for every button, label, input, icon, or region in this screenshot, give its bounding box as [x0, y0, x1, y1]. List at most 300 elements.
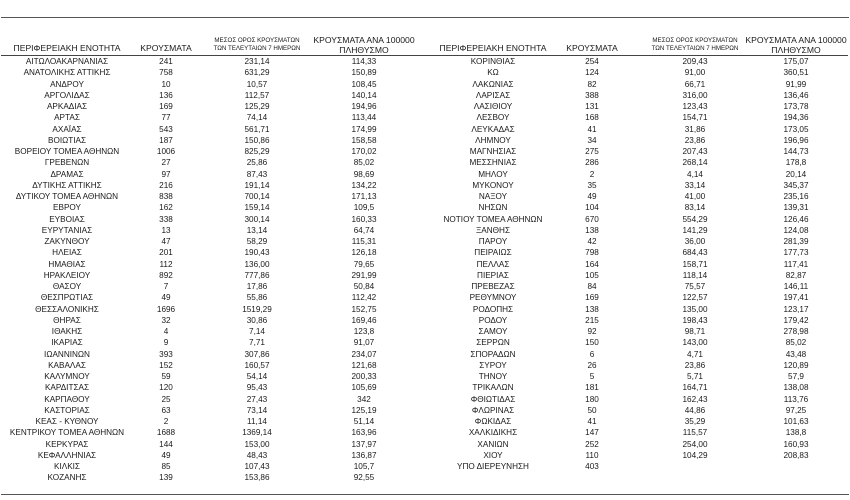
table-row [0, 372, 850, 382]
region-name: ΚΕΑΣ - ΚΥΘΝΟΥ [35, 417, 99, 426]
region-name: ΝΑΞΟΥ [478, 192, 508, 201]
region-name: ΑΧΑΪΑΣ [52, 124, 82, 134]
region-name: ΤΗΝΟΥ [478, 372, 508, 381]
region-name: ΕΒΡΟΥ [53, 203, 81, 213]
table-row [0, 125, 850, 135]
cases-value: 5 [589, 372, 595, 381]
cases-value: 138 [585, 304, 599, 314]
cases-value: 147 [585, 428, 599, 438]
per100k-value: 160,33 [351, 214, 377, 224]
table-row [0, 316, 850, 326]
cases-value: 144 [159, 439, 173, 449]
avg7-value: 554,29 [682, 214, 708, 224]
avg7-value: 35,29 [684, 417, 706, 426]
avg7-value: 44,86 [684, 405, 706, 415]
header-per100k-line1: ΚΡΟΥΣΜΑΤΑ ΑΝΑ 100000 [745, 35, 847, 45]
per100k-value: 194,36 [783, 113, 809, 123]
cases-value: 41 [587, 124, 597, 134]
cases-value: 138 [585, 225, 599, 235]
avg7-value: 95,43 [246, 383, 268, 393]
per100k-value: 85,02 [785, 338, 807, 348]
cases-value: 180 [585, 394, 599, 404]
region-name: ΦΛΩΡΙΝΑΣ [471, 405, 515, 415]
table-row [0, 248, 850, 258]
cases-value: 254 [585, 57, 599, 66]
per100k-value: 43,48 [785, 349, 807, 359]
per100k-value: 281,39 [783, 237, 809, 246]
cases-value: 6 [589, 349, 595, 359]
cases-value: 84 [587, 282, 597, 291]
region-name: ΚΩ [487, 68, 499, 78]
avg7-value: 254,00 [682, 439, 708, 449]
cases-value: 152 [159, 360, 173, 370]
table-row [0, 91, 850, 101]
avg7-value: 98,71 [684, 327, 706, 336]
region-name: ΞΑΝΘΗΣ [475, 225, 511, 235]
per100k-value: 51,14 [353, 417, 375, 426]
region-name: ΘΕΣΠΡΩΤΙΑΣ [40, 293, 94, 303]
header-avg-right [636, 37, 754, 53]
per100k-value: 50,84 [353, 282, 375, 291]
avg7-value: 54,14 [246, 372, 268, 381]
cases-value: 25 [161, 394, 171, 404]
cases-value: 120 [159, 383, 173, 393]
per100k-value: 91,99 [785, 79, 807, 89]
cases-value: 49 [587, 192, 597, 201]
region-name: ΜΥΚΟΝΟΥ [472, 180, 514, 190]
header-per100k-line2: ΠΛΗΘΥΣΜΟ [771, 45, 821, 55]
cases-value: 4 [163, 327, 169, 336]
region-name: ΙΘΑΚΗΣ [51, 327, 83, 336]
region-name: ΡΕΘΥΜΝΟΥ [469, 293, 517, 303]
avg7-value: 115,57 [682, 428, 708, 438]
per100k-value: 173,78 [783, 102, 809, 111]
avg7-value: 73,14 [246, 405, 268, 415]
table-row [0, 226, 850, 236]
per100k-value: 177,73 [783, 248, 809, 258]
region-name: ΤΡΙΚΑΛΩΝ [472, 383, 514, 393]
table-row [0, 237, 850, 247]
per100k-value: 152,75 [351, 304, 377, 314]
cases-value: 1696 [156, 304, 176, 314]
per100k-value: 179,42 [783, 315, 809, 325]
cases-value: 670 [585, 214, 599, 224]
cases-value: 758 [159, 68, 173, 78]
region-name: ΥΠΟ ΔΙΕΡΕΥΝΗΣΗ [457, 462, 529, 471]
per100k-value: 20,14 [785, 169, 807, 179]
avg7-value: 17,86 [246, 282, 268, 291]
avg7-value: 316,00 [682, 90, 708, 100]
cases-value: 49 [161, 293, 171, 303]
per100k-value: 120,89 [783, 360, 809, 370]
per100k-value: 342 [357, 394, 371, 404]
table-row [0, 113, 850, 123]
avg7-value: 209,43 [682, 57, 708, 66]
cases-value: 124 [585, 68, 599, 78]
cases-value: 838 [159, 192, 173, 201]
region-name: ΡΟΔΟΠΗΣ [472, 304, 514, 314]
table-row [0, 136, 850, 146]
header-region-left: ΠΕΡΙΦΕΡΕΙΑΚΗ ΕΝΟΤΗΤΑ [13, 43, 121, 53]
header-rule [1, 55, 848, 56]
region-name: ΧΑΝΙΩΝ [477, 439, 509, 449]
per100k-value: 170,02 [351, 147, 377, 156]
per100k-value: 234,07 [351, 349, 377, 359]
avg7-value: 118,14 [682, 270, 708, 280]
region-name: ΛΕΥΚΑΔΑΣ [471, 124, 515, 134]
per100k-value: 200,33 [351, 372, 377, 381]
region-name: ΜΑΓΝΗΣΙΑΣ [469, 147, 517, 156]
per100k-value: 345,37 [783, 180, 809, 190]
region-name: ΚΟΖΑΝΗΣ [47, 473, 87, 483]
cases-value: 63 [161, 405, 171, 415]
per100k-value: 136,87 [351, 450, 377, 460]
per100k-value: 196,96 [783, 135, 809, 145]
per100k-value: 174,99 [351, 124, 377, 134]
per100k-value: 97,25 [785, 405, 807, 415]
region-name: ΙΩΑΝΝΙΝΩΝ [44, 349, 90, 359]
region-name: ΘΑΣΟΥ [52, 282, 82, 291]
cases-value: 393 [159, 349, 173, 359]
per100k-value: 124,08 [783, 225, 809, 235]
table-row [0, 181, 850, 191]
avg7-value: 631,29 [244, 68, 270, 78]
cases-value: 9 [163, 338, 169, 348]
table-row [0, 440, 850, 450]
region-name: ΑΝΑΤΟΛΙΚΗΣ ΑΤΤΙΚΗΣ [23, 68, 111, 78]
cases-value: 275 [585, 147, 599, 156]
header-avg-line2: ΤΩΝ ΤΕΛΕΥΤΑΙΩΝ 7 ΗΜΕΡΩΝ [651, 45, 739, 52]
avg7-value: 23,86 [684, 360, 706, 370]
table-row [0, 271, 850, 281]
cases-value: 543 [159, 124, 173, 134]
cases-value: 32 [161, 315, 171, 325]
cases-value: 26 [587, 360, 597, 370]
per100k-value: 117,41 [783, 259, 809, 269]
avg7-value: 158,71 [682, 259, 708, 269]
avg7-value: 107,43 [244, 462, 270, 471]
per100k-value: 91,07 [353, 338, 375, 348]
per100k-value: 57,9 [788, 372, 804, 381]
per100k-value: 85,02 [353, 158, 375, 168]
per100k-value: 150,89 [351, 68, 377, 78]
per100k-value: 235,16 [783, 192, 809, 201]
region-name: ΠΙΕΡΙΑΣ [477, 270, 509, 280]
region-name: ΑΡΓΟΛΙΔΑΣ [44, 90, 90, 100]
table-row [0, 451, 850, 461]
cases-value: 41 [587, 417, 597, 426]
per100k-value: 139,31 [783, 203, 809, 213]
header-avg-line2: ΤΩΝ ΤΕΛΕΥΤΑΙΩΝ 7 ΗΜΕΡΩΝ [213, 45, 301, 52]
per100k-value: 98,69 [353, 169, 375, 179]
cases-value: 798 [585, 248, 599, 258]
region-name: ΗΜΑΘΙΑΣ [48, 259, 86, 269]
region-name: ΝΗΣΩΝ [478, 203, 508, 213]
per100k-value: 123,8 [353, 327, 375, 336]
avg7-value: 307,86 [244, 349, 270, 359]
header-per100k-left [312, 35, 416, 55]
cases-value: 13 [161, 225, 171, 235]
per100k-value: 146,11 [783, 282, 809, 291]
cases-value: 110 [585, 450, 599, 460]
per100k-value: 137,97 [351, 439, 377, 449]
per100k-value: 169,46 [351, 315, 377, 325]
avg7-value: 112,57 [244, 90, 270, 100]
region-name: ΒΟΡΕΙΟΥ ΤΟΜΕΑ ΑΘΗΝΩΝ [14, 147, 120, 156]
region-name: ΕΥΒΟΙΑΣ [49, 214, 85, 224]
header-cases-left: ΚΡΟΥΣΜΑΤΑ [140, 43, 192, 53]
region-name: ΗΡΑΚΛΕΙΟΥ [43, 270, 91, 280]
per100k-value: 126,46 [783, 214, 809, 224]
per100k-value: 92,55 [353, 473, 375, 483]
cases-value: 131 [585, 102, 599, 111]
table-row [0, 428, 850, 438]
cases-value: 10 [161, 79, 171, 89]
per100k-value: 158,58 [351, 135, 377, 145]
header-region-right: ΠΕΡΙΦΕΡΕΙΑΚΗ ΕΝΟΤΗΤΑ [439, 43, 547, 53]
per100k-value: 138,8 [785, 428, 807, 438]
avg7-value: 1519,29 [242, 304, 272, 314]
region-name: ΜΗΛΟΥ [478, 169, 508, 179]
cases-value: 50 [587, 405, 597, 415]
cases-value: 7 [163, 282, 169, 291]
region-name: ΚΕΦΑΛΛΗΝΙΑΣ [37, 450, 97, 460]
cases-value: 241 [159, 57, 173, 66]
cases-value: 27 [161, 158, 171, 168]
cases-value: 136 [159, 90, 173, 100]
avg7-value: 27,43 [246, 394, 268, 404]
per100k-value: 82,87 [785, 270, 807, 280]
avg7-value: 25,86 [246, 158, 268, 168]
per100k-value: 197,41 [783, 293, 809, 303]
header-avg-line1: ΜΕΣΟΣ ΟΡΟΣ ΚΡΟΥΣΜΑΤΩΝ [214, 37, 300, 44]
cases-value: 403 [585, 462, 599, 471]
avg7-value: 31,86 [684, 124, 706, 134]
per100k-value: 138,08 [783, 383, 809, 393]
avg7-value: 83,14 [684, 203, 706, 213]
avg7-value: 48,43 [246, 450, 268, 460]
cases-value: 181 [585, 383, 599, 393]
avg7-value: 55,86 [246, 293, 268, 303]
avg7-value: 58,29 [246, 237, 268, 246]
table-row [0, 305, 850, 315]
region-name: ΑΡΚΑΔΙΑΣ [46, 102, 88, 111]
cases-value: 139 [159, 473, 173, 483]
per100k-value: 194,96 [351, 102, 377, 111]
cases-value: 168 [585, 113, 599, 123]
table-row [0, 57, 850, 67]
region-name: ΔΥΤΙΚΗΣ ΑΤΤΙΚΗΣ [32, 180, 102, 190]
per100k-value: 173,05 [783, 124, 809, 134]
avg7-value: 300,14 [244, 214, 270, 224]
per100k-value: 121,68 [351, 360, 377, 370]
avg7-value: 143,00 [682, 338, 708, 348]
per100k-value: 64,74 [353, 225, 375, 235]
region-name: ΦΘΙΩΤΙΔΑΣ [470, 394, 516, 404]
avg7-value: 122,57 [682, 293, 708, 303]
region-name: ΛΑΡΙΣΑΣ [475, 90, 511, 100]
table-row [0, 102, 850, 112]
table-row [0, 395, 850, 405]
region-name: ΣΕΡΡΩΝ [476, 338, 510, 348]
region-name: ΕΥΡΥΤΑΝΙΑΣ [41, 225, 93, 235]
region-name: ΚΑΣΤΟΡΙΑΣ [44, 405, 90, 415]
avg7-value: 136,00 [244, 259, 270, 269]
table-row [0, 192, 850, 202]
per100k-value: 144,73 [783, 147, 809, 156]
region-name: ΠΡΕΒΕΖΑΣ [471, 282, 515, 291]
per100k-value: 109,5 [353, 203, 375, 213]
cases-value: 112 [159, 259, 173, 269]
region-name: ΑΝΔΡΟΥ [50, 79, 84, 89]
table-row [0, 215, 850, 225]
region-name: ΧΑΛΚΙΔΙΚΗΣ [468, 428, 518, 438]
cases-value: 104 [585, 203, 599, 213]
per100k-value: 105,69 [351, 383, 377, 393]
avg7-value: 160,57 [244, 360, 270, 370]
avg7-value: 75,57 [684, 282, 706, 291]
per100k-value: 140,14 [351, 90, 377, 100]
avg7-value: 231,14 [244, 57, 270, 66]
table-row [0, 417, 850, 427]
avg7-value: 123,43 [682, 102, 708, 111]
cases-value: 150 [585, 338, 599, 348]
avg7-value: 135,00 [682, 304, 708, 314]
per100k-value: 113,76 [783, 394, 809, 404]
header-avg-left [198, 37, 316, 53]
per100k-value: 115,31 [351, 237, 377, 246]
cases-value: 286 [585, 158, 599, 168]
region-name: ΚΟΡΙΝΘΙΑΣ [470, 57, 516, 66]
region-name: ΘΗΡΑΣ [53, 315, 81, 325]
avg7-value: 190,43 [244, 248, 270, 258]
region-name: ΣΑΜΟΥ [478, 327, 508, 336]
region-name: ΣΥΡΟΥ [479, 360, 507, 370]
avg7-value: 150,86 [244, 135, 270, 145]
header-per100k-right [744, 35, 848, 55]
region-name: ΛΑΣΙΘΙΟΥ [473, 102, 513, 111]
region-name: ΔΡΑΜΑΣ [50, 169, 84, 179]
cases-value: 2 [163, 417, 169, 426]
region-name: ΑΡΤΑΣ [54, 113, 80, 123]
avg7-value: 91,00 [684, 68, 706, 78]
avg7-value: 159,14 [244, 203, 270, 213]
per100k-value: 175,07 [783, 57, 809, 66]
region-name: ΡΟΔΟΥ [478, 315, 508, 325]
cases-value: 49 [161, 450, 171, 460]
table-row [0, 80, 850, 90]
avg7-value: 10,57 [246, 79, 268, 89]
region-name: ΚΕΝΤΡΙΚΟΥ ΤΟΜΕΑ ΑΘΗΝΩΝ [9, 428, 125, 438]
per100k-value: 113,44 [351, 113, 377, 123]
region-name: ΠΕΛΛΑΣ [476, 259, 510, 269]
per100k-value: 291,99 [351, 270, 377, 280]
region-name: ΣΠΟΡΑΔΩΝ [470, 349, 516, 359]
region-name: ΜΕΣΣΗΝΙΑΣ [469, 158, 517, 168]
header-avg-line1: ΜΕΣΟΣ ΟΡΟΣ ΚΡΟΥΣΜΑΤΩΝ [652, 37, 738, 44]
cases-value: 47 [161, 237, 171, 246]
avg7-value: 41,00 [684, 192, 706, 201]
header-per100k-line2: ΠΛΗΘΥΣΜΟ [339, 45, 389, 55]
table-row [0, 327, 850, 337]
region-name: ΒΟΙΩΤΙΑΣ [47, 135, 87, 145]
cases-value: 1006 [156, 147, 176, 156]
avg7-value: 1369,14 [242, 428, 272, 438]
region-name: ΧΙΟΥ [483, 450, 503, 460]
region-name: ΔΥΤΙΚΟΥ ΤΟΜΕΑ ΑΘΗΝΩΝ [15, 192, 119, 201]
cases-value: 92 [587, 327, 597, 336]
per100k-value: 114,33 [351, 57, 377, 66]
cases-value: 216 [159, 180, 173, 190]
table-row [0, 473, 850, 483]
region-name: ΠΑΡΟΥ [478, 237, 508, 246]
cases-value: 34 [587, 135, 597, 145]
table-row [0, 338, 850, 348]
cases-value: 82 [587, 79, 597, 89]
region-name: ΗΛΕΙΑΣ [52, 248, 82, 258]
cases-value: 169 [585, 293, 599, 303]
cases-value: 388 [585, 90, 599, 100]
per100k-value: 163,96 [351, 428, 377, 438]
avg7-value: 162,43 [682, 394, 708, 404]
region-name: ΠΕΙΡΑΙΩΣ [474, 248, 512, 258]
avg7-value: 87,43 [246, 169, 268, 179]
region-name: ΖΑΚΥΝΘΟΥ [44, 237, 90, 246]
table-row [0, 68, 850, 78]
region-name: ΚΑΛΥΜΝΟΥ [44, 372, 90, 381]
cases-value: 97 [161, 169, 171, 179]
table-row [0, 383, 850, 393]
avg7-value: 74,14 [246, 113, 268, 123]
avg7-value: 198,43 [682, 315, 708, 325]
table-row [0, 462, 850, 472]
per100k-value: 171,13 [351, 192, 377, 201]
region-name: ΛΗΜΝΟΥ [475, 135, 511, 145]
cases-value: 85 [161, 462, 171, 471]
cases-value: 2 [589, 169, 595, 179]
avg7-value: 561,71 [244, 124, 270, 134]
region-name: ΑΙΤΩΛΟΑΚΑΡΝΑΝΙΑΣ [25, 57, 109, 66]
per100k-value: 160,93 [783, 439, 809, 449]
avg7-value: 13,14 [246, 225, 268, 235]
cases-value: 169 [159, 102, 173, 111]
region-name: ΘΕΣΣΑΛΟΝΙΚΗΣ [35, 304, 99, 314]
cases-value: 892 [159, 270, 173, 280]
per100k-value: 178,8 [785, 158, 807, 168]
table-row [0, 147, 850, 157]
region-name: ΝΟΤΙΟΥ ΤΟΜΕΑ ΑΘΗΝΩΝ [443, 214, 543, 224]
table-row [0, 361, 850, 371]
per100k-value: 108,45 [351, 79, 377, 89]
avg7-value: 164,71 [682, 383, 708, 393]
avg7-value: 191,14 [244, 180, 270, 190]
avg7-value: 141,29 [682, 225, 708, 235]
avg7-value: 700,14 [244, 192, 270, 201]
region-name: ΛΕΣΒΟΥ [476, 113, 510, 123]
per100k-value: 79,65 [353, 259, 375, 269]
avg7-value: 154,71 [682, 113, 708, 123]
avg7-value: 4,71 [687, 349, 703, 359]
cases-value: 35 [587, 180, 597, 190]
per100k-value: 134,22 [351, 180, 377, 190]
region-name: ΚΕΡΚΥΡΑΣ [45, 439, 89, 449]
avg7-value: 104,29 [682, 450, 708, 460]
avg7-value: 125,29 [244, 102, 270, 111]
avg7-value: 207,43 [682, 147, 708, 156]
per100k-value: 101,63 [783, 417, 809, 426]
cases-value: 59 [161, 372, 171, 381]
table-row [0, 406, 850, 416]
